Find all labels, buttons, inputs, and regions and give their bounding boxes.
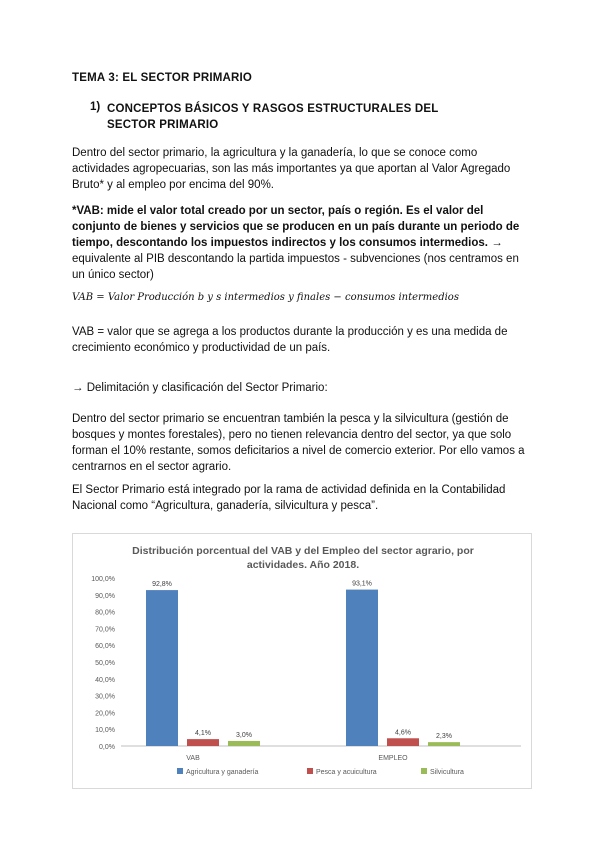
document-title: TEMA 3: EL SECTOR PRIMARIO [72,72,253,84]
chart-canvas [73,534,531,788]
chart-title: Distribución porcentual del VAB y del Empleo del sector agrario, por actividades. Año 2018. [132,545,474,571]
data-label: 4,1% [195,730,211,738]
bar-agricultura-y-ganader-a-empleo [346,590,378,746]
section-number: 1) [90,101,101,113]
vab-definition-rest: → equivalente al PIB descontando la partida impuestos - subvenciones (nos centramos en un único sector) [72,237,519,281]
bar-silvicultura-vab [228,741,260,746]
bar-pesca-y-acuicultura-empleo [387,738,419,746]
y-tick-label: 50,0% [95,660,115,667]
paragraph-fishing-forestry: Dentro del sector primario se encuentran también la pesca y la silvicultura (gestión de bosques y montes forestales), pero no tienen relevancia dentro del sector, ya que solo forman el 10% restante, somos deficitarios a nivel de comercio exterior. Por ello vamos a centrarnos en el sector agrario. [72,413,525,473]
legend-label: Pesca y acuicultura [316,769,377,776]
bar-agricultura-y-ganader-a-vab [146,590,178,746]
legend-label: Agricultura y ganadería [186,769,259,776]
y-tick-label: 70,0% [95,626,115,634]
x-category-label: VAB [186,755,200,762]
data-label: 3,0% [236,731,252,739]
data-label: 93,1% [352,580,372,588]
y-tick-label: 80,0% [95,609,115,617]
legend-label: Silvicultura [430,769,464,776]
y-tick-label: 100,0% [91,576,115,583]
paragraph-intro: Dentro del sector primario, la agricultura y la ganadería, lo que se conoce como actividades agropecuarias, son las más importantes ya que aportan al Valor Agregado Bruto* y al empleo por encima del 90%. [72,147,511,191]
legend-swatch [421,768,427,774]
bar-pesca-y-acuicultura-vab [187,739,219,746]
vab-formula: VAB = Valor Producción b y s intermedios y finales − consumos intermedios [72,292,459,303]
y-tick-label: 20,0% [95,710,115,718]
vab-definition-bold: *VAB: mide el valor total creado por un sector, país o región. Es el valor del conjunto de bienes y servicios que se producen en un país durante un periodo de tiempo, descontando los impuestos indirectos y los consumos intermedios. [72,205,520,249]
paragraph-delimitation: → Delimitación y clasificación del Sector Primario: [72,382,328,394]
y-tick-label: 90,0% [95,592,115,600]
paragraph-vab-definition [72,203,532,283]
data-label: 92,8% [152,581,172,589]
x-category-label: EMPLEO [378,755,408,762]
data-label: 4,6% [395,729,411,737]
section-title: CONCEPTOS BÁSICOS Y RASGOS ESTRUCTURALES DEL SECTOR PRIMARIO [107,103,439,131]
y-tick-label: 30,0% [95,693,115,701]
vab-employment-chart [72,533,532,789]
y-tick-label: 60,0% [95,643,115,651]
bar-silvicultura-empleo [428,742,460,746]
legend-swatch [307,768,313,774]
y-tick-label: 10,0% [95,727,115,735]
paragraph-vab-meaning: VAB = valor que se agrega a los productos durante la producción y es una medida de crecimiento económico y productividad de un país. [72,326,508,354]
paragraph-national-accounts: El Sector Primario está integrado por la rama de actividad definida en la Contabilidad Nacional como “Agricultura, ganadería, silvicultura y pesca”. [72,484,506,512]
y-tick-label: 0,0% [99,744,115,751]
data-label: 2,3% [436,733,452,741]
legend-swatch [177,768,183,774]
y-tick-label: 40,0% [95,676,115,684]
